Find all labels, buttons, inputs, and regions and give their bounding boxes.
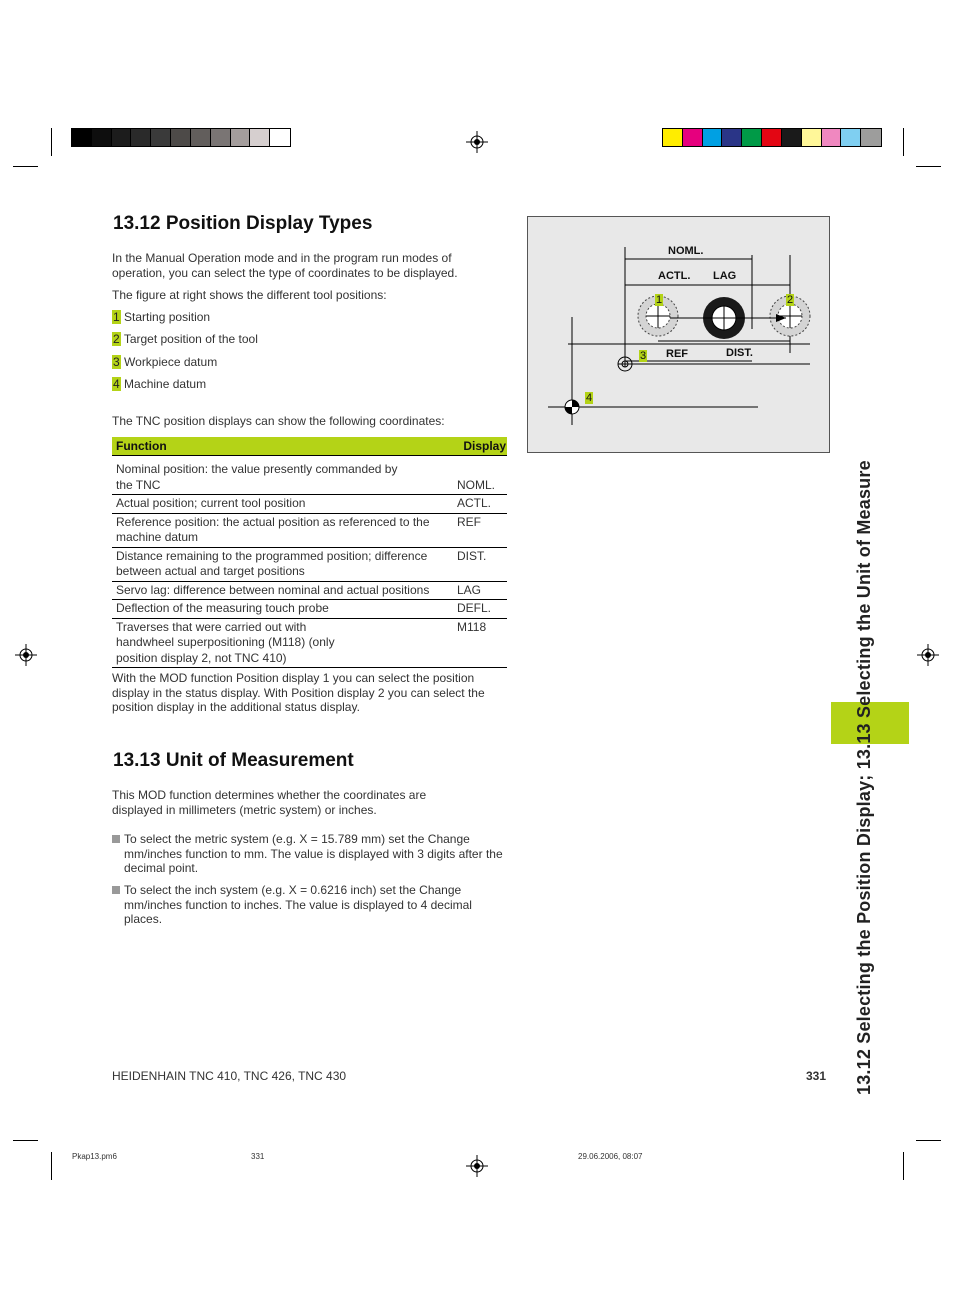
bullet-item [112,832,507,876]
table-row [112,456,507,495]
display-cell: DEFL. [453,600,507,619]
table-row [112,513,507,547]
position-number: 3 [113,355,120,369]
marker-1: 1 [656,294,663,306]
bullet-square-icon [112,886,120,894]
bullet-square-icon [112,835,120,843]
function-cell: Deflection of the measuring touch probe [112,600,453,619]
position-label: Workpiece datum [124,355,218,369]
display-cell: M118 [453,618,507,668]
position-number: 1 [113,310,120,324]
table-intro: The TNC position displays can show the following coordinates: [112,414,445,428]
function-cell: Reference position: the actual position as referenced to the machine datum [112,513,453,547]
marker-3: 3 [640,350,647,362]
section-title: 13.12 Position Display Types [113,213,373,234]
crop-mark [13,166,38,167]
slug-filename: Pkap13.pm6 [72,1152,117,1161]
bullet-item [112,883,507,927]
position-number: 4 [113,377,120,391]
unit-intro: This MOD function determines whether the coordinates are displayed in millimeters (metric system) or inches. [112,788,427,817]
bullet-text: To select the inch system (e.g. X = 0.6216 inch) set the Change mm/inches function to inches. The value is displayed to 4 decimal places. [124,883,472,926]
display-cell: NOML. [453,456,507,495]
figure-intro: The figure at right shows the different tool positions: [112,288,387,302]
marker-2: 2 [787,294,794,306]
footer-product: HEIDENHAIN TNC 410, TNC 426, TNC 430 [112,1069,347,1083]
table-row [112,600,507,619]
page-number: 331 [806,1069,827,1083]
column-header: Function [112,437,453,456]
position-list-item [112,377,206,391]
marker-4: 4 [586,392,593,404]
registration-mark-icon [466,1155,488,1177]
position-list-item [112,332,258,346]
function-table [112,437,507,668]
lag-label: LAG [713,270,737,282]
registration-mark-icon [15,644,37,666]
function-cell: Actual position; current tool position [112,495,453,514]
side-chapter-title: 13.12 Selecting the Position Display; 13.13 Selecting the Unit of Measure [854,460,874,1095]
function-cell: Nominal position: the value presently commanded by the TNC [112,456,453,495]
position-label: Machine datum [124,377,207,391]
crop-mark [51,128,52,156]
grayscale-bar [71,128,291,147]
position-label: Target position of the tool [123,332,258,346]
crop-mark [13,1140,38,1141]
noml-label: NOML. [668,245,704,257]
crop-mark [916,166,941,167]
ref-label: REF [666,348,688,360]
intro-paragraph: In the Manual Operation mode and in the program run modes of operation, you can select the type of coordinates to be displayed. [112,251,458,280]
registration-mark-icon [466,131,488,153]
slug-date: 29.06.2006, 08:07 [578,1152,643,1161]
bullet-text: To select the metric system (e.g. X = 15.789 mm) set the Change mm/inches function to mm. The value is displayed with 3 digits after the decimal point. [124,832,503,875]
table-row [112,618,507,668]
position-label: Starting position [124,310,211,324]
crop-mark [51,1152,52,1180]
position-number: 2 [113,332,120,346]
slug-page: 331 [251,1152,265,1161]
function-cell: Distance remaining to the programmed position; difference between actual and target positions [112,547,453,581]
display-cell: LAG [453,581,507,600]
crop-mark [903,1152,904,1180]
function-cell: Servo lag: difference between nominal and actual positions [112,581,453,600]
crop-mark [916,1140,941,1141]
actl-label: ACTL. [658,270,691,282]
crop-mark [903,128,904,156]
position-figure [527,216,830,453]
section-title: 13.13 Unit of Measurement [113,750,354,771]
registration-mark-icon [917,644,939,666]
outro-paragraph: With the MOD function Position display 1 you can select the position display in the status display. With Position display 2 you can select the position display in the additional status display. [112,671,485,714]
display-cell: ACTL. [453,495,507,514]
table-header-row [112,437,507,456]
position-list-item [112,310,210,324]
display-cell: REF [453,513,507,547]
column-header: Display [453,437,507,456]
table-row [112,495,507,514]
dist-label: DIST. [726,347,753,359]
table-row [112,547,507,581]
table-row [112,581,507,600]
position-list-item [112,355,217,369]
display-cell: DIST. [453,547,507,581]
function-cell: Traverses that were carried out with handwheel superpositioning (M118) (only position display 2, not TNC 410) [112,618,453,668]
color-bar [662,128,882,147]
